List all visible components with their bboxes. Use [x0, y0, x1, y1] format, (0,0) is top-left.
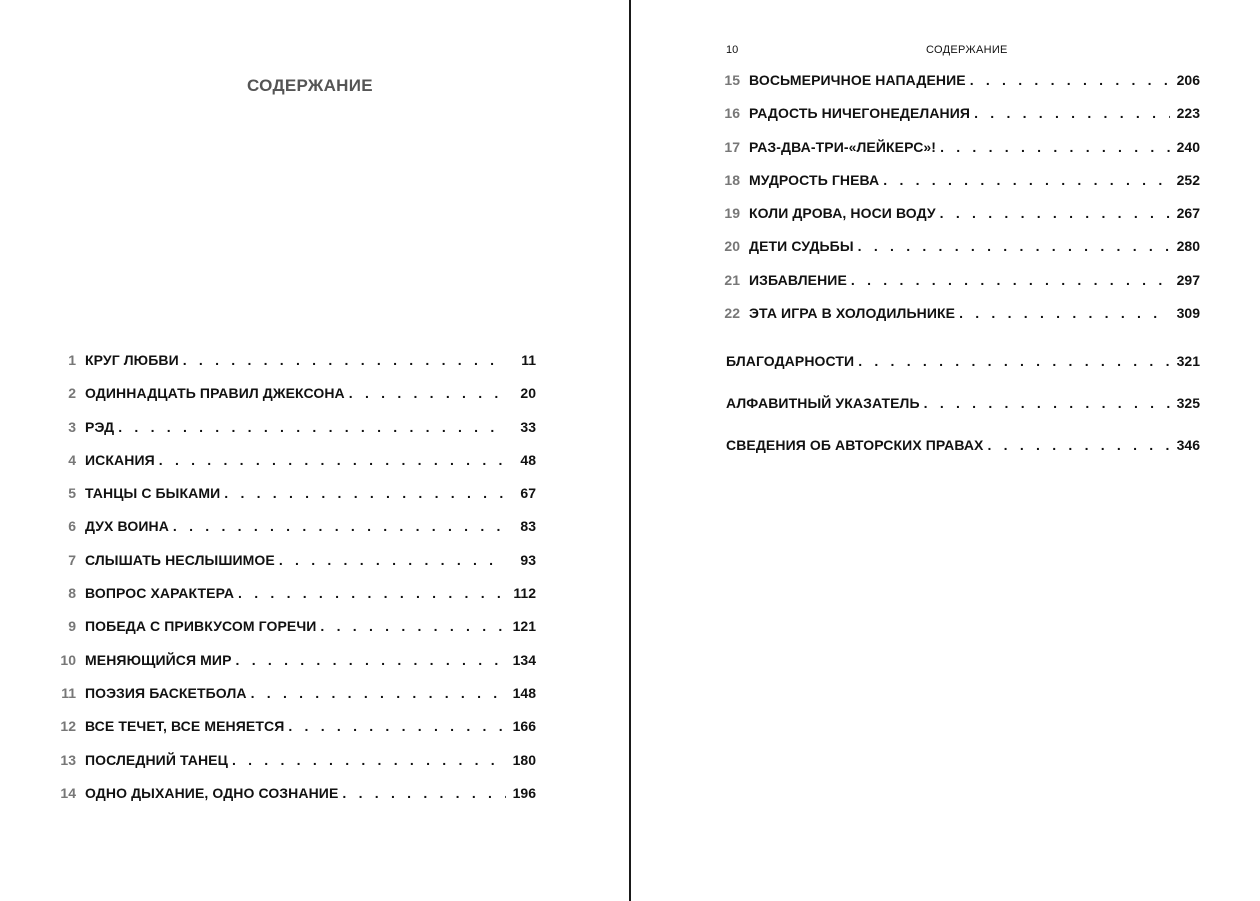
dot-leader — [349, 385, 506, 401]
dot-leader — [851, 272, 1170, 288]
chapter-title: ТАНЦЫ С БЫКАМИ — [85, 485, 221, 502]
page-reference: 240 — [1176, 138, 1200, 155]
toc-entry — [716, 139, 1200, 172]
dot-leader — [224, 485, 506, 501]
page-reference: 20 — [520, 385, 536, 402]
chapter-title: ИСКАНИЯ — [85, 451, 155, 468]
chapter-number: 18 — [724, 171, 740, 188]
dot-leader — [858, 238, 1170, 254]
toc-entry — [52, 385, 536, 418]
toc-entry — [52, 552, 536, 585]
page-reference: 11 — [521, 352, 536, 368]
page-reference: 325 — [1176, 395, 1200, 411]
chapter-title: ПОБЕДА С ПРИВКУСОМ ГОРЕЧИ — [85, 618, 317, 635]
toc-entry — [52, 352, 536, 385]
chapter-number: 2 — [68, 385, 76, 402]
page-reference: 121 — [512, 618, 536, 635]
chapter-number: 1 — [68, 352, 76, 368]
page-reference: 321 — [1176, 353, 1200, 369]
chapter-number: 5 — [68, 485, 76, 502]
chapter-number: 10 — [60, 651, 76, 668]
dot-leader — [173, 518, 506, 534]
toc-entry — [52, 419, 536, 452]
page-reference: 93 — [520, 551, 536, 568]
chapter-title: РЭД — [85, 418, 115, 435]
chapter-number: 4 — [68, 451, 76, 468]
chapter-title: СЛЫШАТЬ НЕСЛЫШИМОЕ — [85, 551, 275, 568]
chapter-number: 13 — [60, 751, 76, 768]
dot-leader — [342, 785, 506, 801]
toc-entry — [726, 437, 1200, 479]
page-reference: 206 — [1176, 72, 1200, 88]
chapter-title: БЛАГОДАРНОСТИ — [726, 353, 855, 369]
dot-leader — [159, 452, 506, 468]
dot-leader — [959, 305, 1170, 321]
page-reference: 180 — [512, 751, 536, 768]
dot-leader — [251, 685, 506, 701]
chapter-number: 12 — [60, 718, 76, 735]
chapter-number: 21 — [724, 271, 740, 288]
page-reference: 346 — [1176, 437, 1200, 453]
toc-entry — [52, 752, 536, 785]
dot-leader — [118, 419, 506, 435]
toc-entry — [52, 718, 536, 751]
toc-entry — [52, 785, 536, 818]
chapter-title: ЭТА ИГРА В ХОЛОДИЛЬНИКЕ — [749, 305, 956, 322]
chapter-title: ОДИННАДЦАТЬ ПРАВИЛ ДЖЕКСОНА — [85, 385, 345, 402]
chapter-title: МУДРОСТЬ ГНЕВА — [749, 171, 880, 188]
toc-entry — [52, 652, 536, 685]
toc-entry — [52, 518, 536, 551]
toc-list-left — [52, 352, 536, 818]
toc-list-right — [716, 72, 1200, 338]
chapter-title: КРУГ ЛЮБВИ — [85, 352, 179, 368]
page-reference: 83 — [520, 518, 536, 535]
chapter-number: 9 — [68, 618, 76, 635]
page-title: СОДЕРЖАНИЕ — [247, 76, 373, 95]
chapter-title: ОДНО ДЫХАНИЕ, ОДНО СОЗНАНИЕ — [85, 784, 339, 801]
chapter-number: 14 — [60, 784, 76, 801]
chapter-number: 3 — [68, 418, 76, 435]
dot-leader — [288, 718, 506, 734]
chapter-title: АЛФАВИТНЫЙ УКАЗАТЕЛЬ — [726, 395, 920, 411]
page-reference: 280 — [1176, 238, 1200, 255]
toc-entry — [726, 395, 1200, 437]
dot-leader — [940, 139, 1170, 155]
chapter-title: ВСЕ ТЕЧЕТ, ВСЕ МЕНЯЕТСЯ — [85, 718, 285, 735]
page-reference: 166 — [512, 718, 536, 735]
right-page — [632, 0, 1260, 901]
chapter-number: 8 — [68, 585, 76, 602]
toc-entry — [716, 205, 1200, 238]
toc-entry — [52, 685, 536, 718]
dot-leader — [238, 585, 506, 601]
page-reference: 33 — [520, 418, 536, 435]
chapter-title: ПОСЛЕДНИЙ ТАНЕЦ — [85, 751, 228, 768]
chapter-title: СВЕДЕНИЯ ОБ АВТОРСКИХ ПРАВАХ — [726, 437, 984, 453]
page-gutter-divider — [629, 0, 631, 901]
page-reference: 223 — [1176, 105, 1200, 122]
dot-leader — [320, 618, 506, 634]
chapter-number: 7 — [68, 551, 76, 568]
page-reference: 67 — [520, 485, 536, 502]
page-reference: 134 — [512, 651, 536, 668]
chapter-title: ДЕТИ СУДЬБЫ — [749, 238, 854, 255]
chapter-title: ПОЭЗИЯ БАСКЕТБОЛА — [85, 684, 247, 701]
chapter-title: ДУХ ВОИНА — [85, 518, 169, 535]
toc-entry — [52, 618, 536, 651]
chapter-number: 19 — [724, 205, 740, 222]
dot-leader — [858, 353, 1170, 369]
toc-back-matter — [726, 353, 1200, 479]
chapter-number: 16 — [724, 105, 740, 122]
page-reference: 148 — [512, 684, 536, 701]
toc-entry — [52, 485, 536, 518]
running-head: СОДЕРЖАНИЕ — [926, 44, 1008, 56]
dot-leader — [940, 205, 1170, 221]
chapter-title: ИЗБАВЛЕНИЕ — [749, 271, 847, 288]
toc-entry — [716, 272, 1200, 305]
chapter-number: 11 — [61, 684, 76, 701]
chapter-number: 6 — [68, 518, 76, 535]
toc-entry — [716, 238, 1200, 271]
chapter-title: РАДОСТЬ НИЧЕГОНЕДЕЛАНИЯ — [749, 105, 971, 122]
dot-leader — [232, 752, 506, 768]
toc-entry — [716, 72, 1200, 105]
page-reference: 297 — [1176, 271, 1200, 288]
toc-entry — [52, 452, 536, 485]
dot-leader — [883, 172, 1170, 188]
dot-leader — [279, 552, 506, 568]
chapter-number: 22 — [724, 305, 740, 322]
chapter-title: РАЗ-ДВА-ТРИ-«ЛЕЙКЕРС»! — [749, 138, 937, 155]
toc-entry — [716, 172, 1200, 205]
page-number: 10 — [726, 44, 739, 56]
toc-entry — [726, 353, 1200, 395]
chapter-title: МЕНЯЮЩИЙСЯ МИР — [85, 651, 232, 668]
chapter-title: ВОПРОС ХАРАКТЕРА — [85, 585, 235, 602]
page-reference: 309 — [1176, 305, 1200, 322]
page-reference: 252 — [1176, 171, 1200, 188]
page-reference: 112 — [513, 585, 536, 602]
chapter-title: ВОСЬМЕРИЧНОЕ НАПАДЕНИЕ — [749, 72, 966, 88]
chapter-number: 20 — [724, 238, 740, 255]
toc-entry — [716, 105, 1200, 138]
chapter-number: 15 — [724, 72, 740, 88]
chapter-title: КОЛИ ДРОВА, НОСИ ВОДУ — [749, 205, 936, 222]
dot-leader — [236, 652, 506, 668]
page-reference: 196 — [512, 784, 536, 801]
dot-leader — [183, 352, 506, 368]
dot-leader — [970, 72, 1170, 88]
dot-leader — [974, 105, 1170, 121]
chapter-number: 17 — [724, 138, 740, 155]
dot-leader — [988, 437, 1171, 453]
page-reference: 48 — [520, 451, 536, 468]
page-reference: 267 — [1176, 205, 1200, 222]
dot-leader — [924, 395, 1170, 411]
toc-entry — [52, 585, 536, 618]
toc-entry — [716, 305, 1200, 338]
